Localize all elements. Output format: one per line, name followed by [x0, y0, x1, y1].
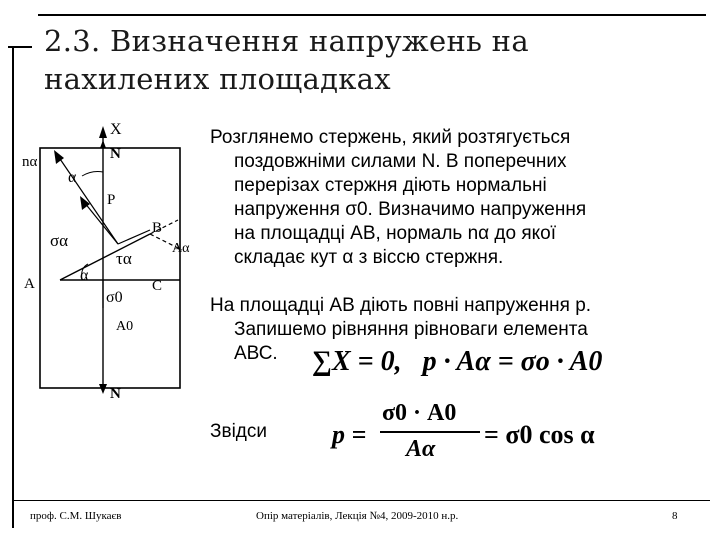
- label-sigma-0: σ0: [106, 289, 123, 306]
- fraction-bar: [380, 431, 480, 433]
- paragraph-1-line-6: складає кут α з віссю стержня.: [234, 247, 504, 268]
- slide-title: 2.3. Визначення напружень на нахилених площадках: [44, 24, 529, 96]
- left-rule-tick: [8, 46, 32, 48]
- footer-rule: [12, 500, 710, 501]
- paragraph-2-line-2: Запишемо рівняння рівноваги елемента: [234, 319, 588, 340]
- paragraph-1-line-5: на площадці АВ, нормаль nα до якої: [234, 223, 557, 244]
- left-rule: [12, 46, 14, 528]
- label-n-bottom: N: [110, 386, 121, 400]
- label-n-alpha: nα: [22, 154, 38, 170]
- stress-formula: [332, 400, 632, 470]
- paragraph-1-line-2: поздовжніми силами N. В поперечних: [234, 151, 567, 172]
- rod-outline: [40, 148, 180, 388]
- force-n-top-arrow: [100, 140, 106, 148]
- footer-page-number: 8: [672, 510, 678, 522]
- axis-x-arrow: [99, 126, 107, 138]
- formula-lhs: p =: [332, 420, 367, 449]
- label-a: A: [24, 276, 35, 292]
- paragraph-1-line-1: Розглянемо стержень, який розтягується: [210, 127, 571, 148]
- formula-rhs: = σ0 cos α: [484, 420, 595, 449]
- label-tau-alpha: τα: [116, 249, 132, 268]
- label-n-top: N: [110, 146, 121, 162]
- label-alpha-1: α: [68, 169, 77, 186]
- force-n-bottom-arrow: [99, 384, 107, 394]
- alpha-arc-top: [82, 172, 103, 177]
- equilibrium-equation: ∑X = 0, p · Aα = σo · A0: [312, 346, 603, 377]
- label-a-0: A0: [116, 319, 134, 334]
- label-p: P: [107, 192, 116, 208]
- paragraph-2-line-3: АВС.: [234, 343, 278, 364]
- label-a-alpha: Aα: [172, 241, 190, 256]
- zvidsy-label: Звідси: [210, 421, 267, 442]
- label-b: B: [152, 220, 163, 236]
- stress-p: [84, 202, 118, 244]
- label-sigma-alpha: σα: [50, 231, 69, 250]
- formula-denominator: Aα: [406, 436, 436, 462]
- label-alpha-2: α: [80, 267, 89, 284]
- label-c: C: [152, 278, 163, 294]
- footer-course: Опір матеріалів, Лекція №4, 2009-2010 н.р.: [256, 510, 459, 522]
- paragraph-1-line-3: перерізах стержня діють нормальні: [234, 175, 547, 196]
- footer-author: проф. С.М. Шукаєв: [30, 510, 122, 522]
- formula-numerator: σ0 · A0: [382, 400, 457, 426]
- paragraph-1: [210, 126, 690, 270]
- top-rule: [38, 14, 706, 16]
- label-x: X: [110, 121, 122, 138]
- stress-diagram: [20, 118, 210, 400]
- paragraph-2-line-1: На площадці АВ діють повні напруження p.: [210, 295, 592, 316]
- paragraph-1-line-4: напруження σ0. Визначимо напруження: [234, 199, 587, 220]
- section-ac: [60, 234, 150, 280]
